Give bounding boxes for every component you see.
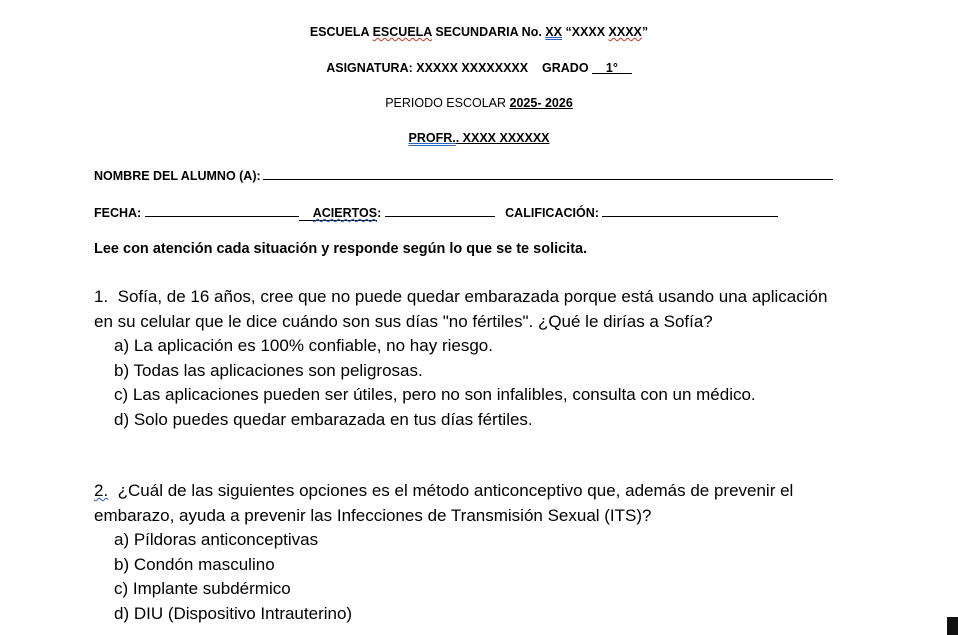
school-heading: ESCUELA ESCUELA SECUNDARIA No. XX “XXXX XXXX”	[309, 25, 649, 39]
option-c[interactable]: c) Las aplicaciones pueden ser útiles, pero no son infalibles, consulta con un médico.	[114, 385, 756, 404]
grade-value: __1°__	[592, 61, 632, 75]
instructions: Lee con atención cada situación y responde según lo que se te solicita.	[94, 241, 588, 257]
school-word-spellcheck: ESCUELA	[372, 25, 432, 39]
student-name-line[interactable]	[263, 167, 833, 180]
option-b[interactable]: b) Todas las aplicaciones son peligrosas.	[114, 360, 423, 380]
school-number: XX	[545, 25, 562, 39]
school-period: PERIODO ESCOLAR 2025- 2026	[385, 96, 573, 110]
question-text: 1. Sofía, de 16 años, cree que no puede quedar embarazada porque está usando una aplicación en su celular que le dice cuándo son sus días "no fértiles". ¿Qué le dirías a Sofía?	[94, 287, 828, 331]
subject-label: ASIGNATURA: XXXXX XXXXXXXX	[326, 61, 529, 75]
period-value: 2025- 2026	[509, 96, 573, 110]
date-line[interactable]	[145, 204, 299, 217]
teacher-label: PROFR.	[408, 131, 456, 145]
option-d[interactable]: d) DIU (Dispositivo Intrauterino)	[114, 603, 353, 623]
grade-line[interactable]	[602, 204, 778, 217]
teacher-line	[0, 131, 958, 145]
hits-line[interactable]	[385, 204, 495, 217]
school-name-word: XXXX	[608, 25, 642, 39]
question-2	[94, 479, 834, 626]
date-hits-grade-row: FECHA: ACIERTOS: CALIFICACIÓN:	[94, 204, 778, 220]
option-b[interactable]: b) Condón masculino	[114, 554, 275, 574]
option-a[interactable]: a) Píldoras anticonceptivas	[114, 530, 319, 549]
question-1	[94, 285, 834, 432]
grade-label: GRADO	[542, 61, 589, 75]
teacher-name: . XXXX XXXXXX	[455, 131, 550, 145]
hits-label: ACIERTOS	[299, 206, 377, 221]
option-d[interactable]: d) Solo puedes quedar embarazada en tus días fértiles.	[114, 409, 533, 429]
option-c[interactable]: c) Implante subdérmico	[114, 579, 291, 598]
grade-field-label: CALIFICACIÓN:	[505, 206, 599, 220]
option-a[interactable]: a) La aplicación es 100% confiable, no hay riesgo.	[114, 336, 493, 355]
question-text: 2. ¿Cuál de las siguientes opciones es el método anticonceptivo que, además de prevenir el embarazo, ayuda a prevenir las Infecciones de Transmisión Sexual (ITS)?	[94, 481, 794, 525]
student-name-field: NOMBRE DEL ALUMNO (A):	[94, 167, 833, 183]
date-label: FECHA:	[94, 206, 142, 220]
subject-grade-line	[0, 61, 958, 75]
text-cursor-block	[947, 617, 958, 635]
